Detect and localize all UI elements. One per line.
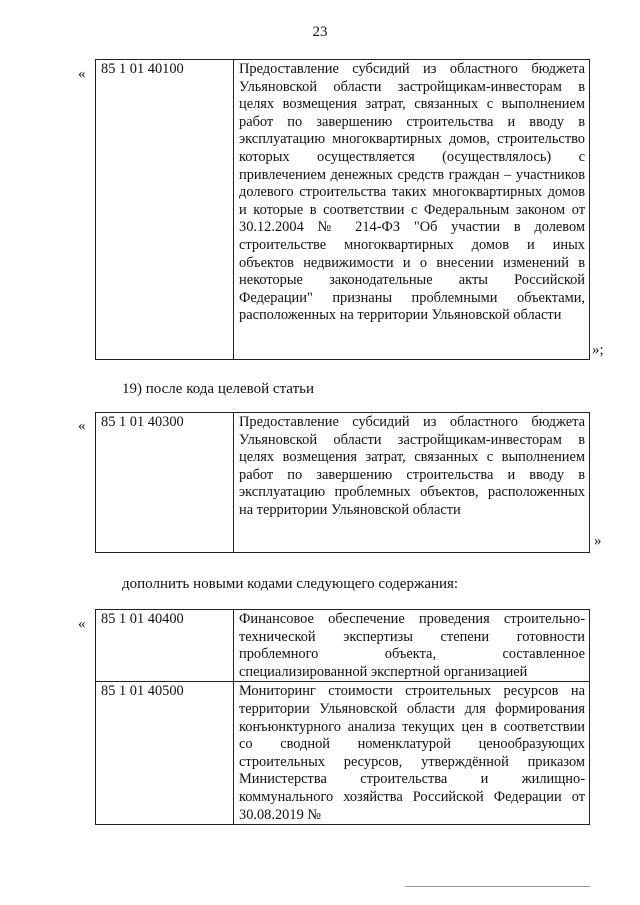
close-quote: » xyxy=(594,533,602,549)
budget-code-table-2 xyxy=(95,412,590,553)
description-cell: Финансовое обеспечение проведения строительно-технической экспертизы степени готовности проблемного объекта, составленное специализированной экспертной организацией xyxy=(234,610,590,682)
code-cell: 85 1 01 40400 xyxy=(96,610,234,682)
description-cell: Предоставление субсидий из областного бюджета Ульяновской области застройщикам-инвесторам в целях возмещения затрат, связанных с выполнением работ по завершению строительства и вводу в эксплуатацию проблемных объектов, расположенных на территории Ульяновской области xyxy=(234,413,590,553)
open-quote: « xyxy=(78,66,86,82)
table-row xyxy=(96,60,590,360)
paragraph-add-codes: дополнить новыми кодами следующего содержания: xyxy=(122,576,459,592)
page-number: 23 xyxy=(312,24,328,40)
table-row xyxy=(96,413,590,553)
description-cell: Предоставление субсидий из областного бюджета Ульяновской области застройщикам-инвесторам в целях возмещения затрат, связанных с выполнением работ по завершению строительства и вводу в эксплуатацию многоквартирных домов, строительство которых осуществляется (осуществлялось) с привлечением денежных средств граждан – участников долевого строительства таких многоквартирных домов и которые в соответствии с Федеральным законом от 30.12.2004 № 214-ФЗ "Об участии в долевом строительстве многоквартирных домов и иных объектов недвижимости и о внесении изменений в некоторые законодательные акты Российской Федерации" признаны проблемными объектами, расположенных на территории Ульяновской области xyxy=(234,60,590,360)
open-quote: « xyxy=(78,616,86,632)
code-cell: 85 1 01 40100 xyxy=(96,60,234,360)
budget-code-table-1 xyxy=(95,59,590,360)
code-cell: 85 1 01 40300 xyxy=(96,413,234,553)
paragraph-19: 19) после кода целевой статьи xyxy=(122,381,315,397)
description-cell: Мониторинг стоимости строительных ресурсов на территории Ульяновской области для формирования конъюнктурного анализа текущих цен в соответствии со сводной номенклатурой ценообразующих строительных ресурсов, утверждённой приказом Министерства строительства и жилищно-коммунального хозяйства Российской Федерации от 30.08.2019 № xyxy=(234,682,590,825)
divider xyxy=(405,886,590,887)
table-row xyxy=(96,682,590,825)
close-quote: »; xyxy=(592,342,604,358)
open-quote: « xyxy=(78,418,86,434)
budget-code-table-3 xyxy=(95,609,590,825)
code-cell: 85 1 01 40500 xyxy=(96,682,234,825)
table-row xyxy=(96,610,590,682)
